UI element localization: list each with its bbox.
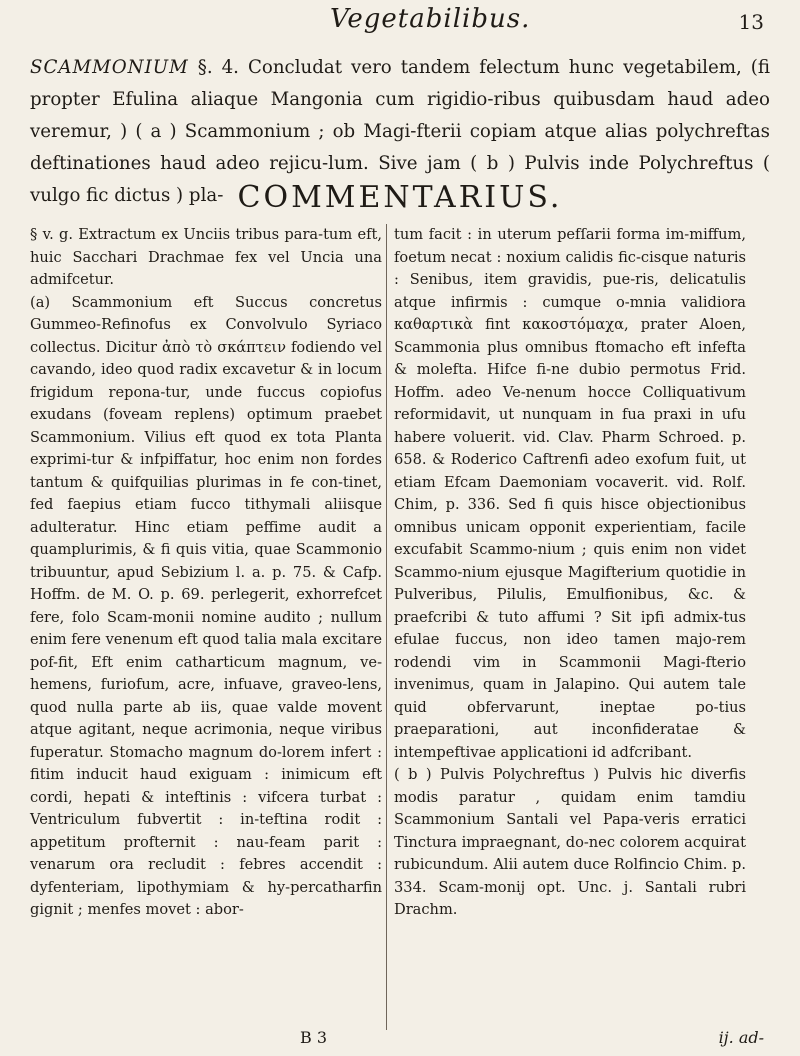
page-number: 13 xyxy=(738,10,764,34)
right-paragraph-2: ( b ) Pulvis Polychreftus ) Pulvis hic diverfis modis paratur , quidam enim tamdiu Scammonium Santali vel Papa-veris erratici Tinctura impraegnant, do-nec colorem acquirat rubicundum. Alii autem duce Rolfincio Chim. p. 334. Scam-monij opt. Unc. j. Santali rubri Drachm. xyxy=(394,766,746,918)
running-title: Vegetabilibus. xyxy=(330,4,531,34)
intro-text: §. 4. Concludat vero tandem felectum hunc vegetabilem, (fi propter Efulina aliaque Mangonia cum rigidio-ribus quibusdam haud adeo veremur, ) ( a ) Scammonium ; ob Magi-fterii copiam atque alias polychreftas deftinationes haud adeo rejicu-lum. Sive jam ( b ) Pulvis inde Polychreftus ( vulgo fic dictus ) pla- xyxy=(30,57,770,206)
right-column xyxy=(394,224,746,922)
book-page xyxy=(30,0,770,1056)
section-heading: COMMENTARIUS. xyxy=(237,180,563,215)
left-paragraph-1: § v. g. Extractum ex Unciis tribus para-tum eft, huic Sacchari Drachmae fex vel Uncia una admifcetur. xyxy=(30,226,382,288)
left-column xyxy=(30,224,382,922)
column-divider xyxy=(386,224,387,1030)
page-footer xyxy=(30,1028,770,1052)
signature-mark: B 3 xyxy=(300,1028,328,1047)
intro-dropword: SCAMMONIUM xyxy=(30,57,189,78)
left-paragraph-2: (a) Scammonium eft Succus concretus Gummeo-Refinofus ex Convolvulo Syriaco collectus. Dicitur ἀπὸ τὸ σκάπτειν fodiendo vel cavando, ideo quod radix excavetur & in locum frigidum repona-tur, unde fuccus copiofus exudans (foveam replens) optimum praebet Scammonium. Vilius eft quod ex tota Planta exprimi-tur & infpiffatur, hoc enim non fordes tantum & quifquilias plurimas in fe con-tinet, fed faepius etiam fucco tithymali aliisque adulteratur. Hinc etiam peffime audit a quamplurimis, & fi quis vitia, quae Scammonio tribuuntur, apud Sebizium l. a. p. 75. & Cafp. Hoffm. de M. O. p. 69. perlegerit, exhorrefcet fere, folo Scam-monii nomine audito ; nullum enim fere venenum eft quod talia mala excitare pof-fit, Eft enim catharticum magnum, ve-hemens, furiofum, acre, infuave, graveo-lens, quod nulla parte ab iis, quae valde movent atque agitant, neque acrimonia, neque viribus fuperatur. Stomacho magnum do-lorem infert : fitim inducit haud exiguam : inimicum eft cordi, hepati & inteftinis : vifcera turbat : Ventriculum fubvertit : in-teftina rodit : appetitum profternit : nau-feam parit : venarum ora recludit : febres accendit : dyfenteriam, lipothymiam & hy-percatharfin gignit ; menfes movet : abor- xyxy=(30,293,382,918)
catchword: ij. ad- xyxy=(718,1028,764,1047)
right-paragraph-1: tum facit : in uterum pefſarii forma im-miffum, foetum necat : noxium calidis fic-cisque naturis : Senibus, item gravidis, pue-ris, delicatulis atque infirmis : cumque o-mnia validiora καθαρτικὰ fint κακοστόμαχα, prater Aloen, Scammonia plus omnibus ftomacho eft infefta & molefta. Hifce fi-ne dubio permotus Frid. Hoffm. adeo Ve-nenum hocce Colliquativum reformidavit, ut nunquam in fua praxi in ufu habere voluerit. vid. Clav. Pharm Schroed. p. 658. & Roderico Caftrenfi adeo exofum fuit, ut etiam Efcam Daemoniam vocaverit. vid. Rolf. Chim, p. 336. Sed fi quis hisce objectionibus omnibus unicam opponit experientiam, facile excufabit Scammo-nium ; quis enim non videt Scammo-nium ejusque Magifterium quotidie in Pulveribus, Pilulis, Emulfionibus, &c. & praefcribi & tuto affumi ? Sit ipfi admix-tus efulae fuccus, non ideo tamen majo-rem rodendi vim in Scammonii Magi-fterio invenimus, quam in Jalapino. Qui autem tale quid obfervarunt, ineptae po-tius praeparationi, aut inconfideratae & intempeftivae applicationi id adfcribant. xyxy=(394,226,746,761)
page-header xyxy=(30,4,770,44)
